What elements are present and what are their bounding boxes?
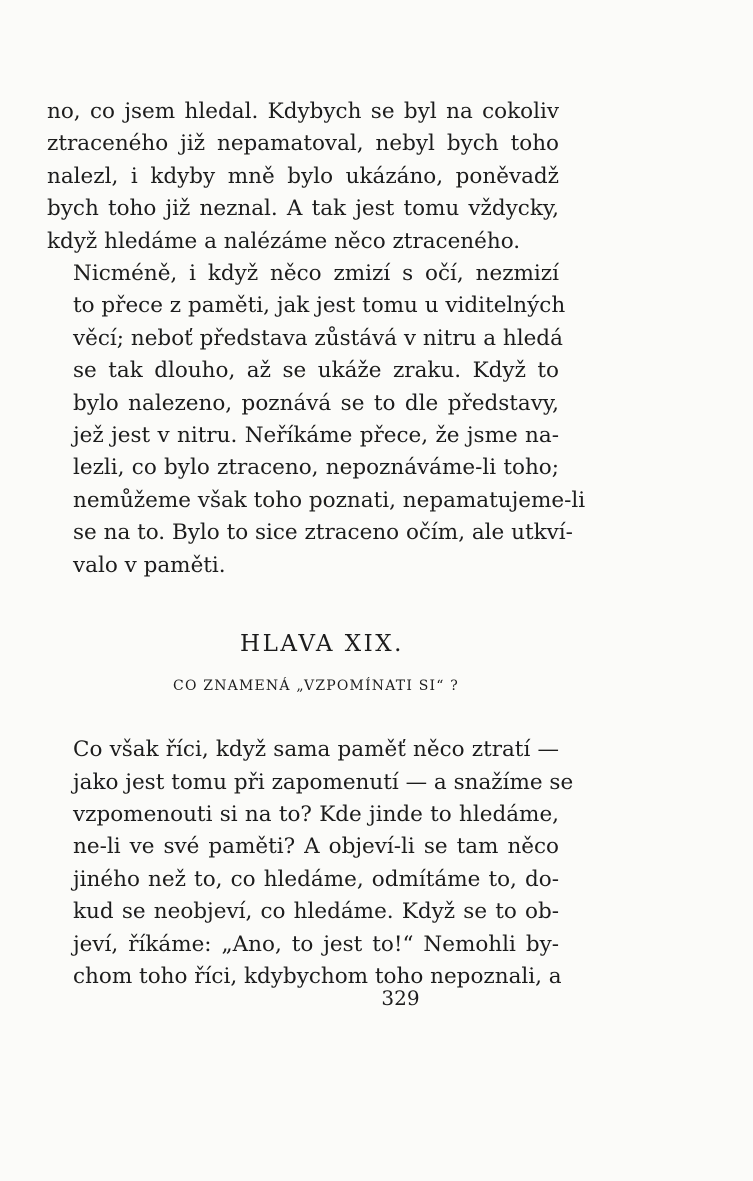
text-line: jiného než to, co hledáme, odmítáme to, do- [73,866,559,892]
text-line: jež jest v nitru. Neříkáme přece, že jsme na- [73,423,559,449]
chapter-subtitle: CO ZNAMENÁ „VZPOMÍNATI SI“ ? [173,678,459,695]
text-line: chom toho říci, kdybychom toho nepoznali, a [73,963,562,989]
text-line: bych toho již neznal. A tak jest tomu vždycky, [47,196,559,222]
text-line: se tak dlouho, až se ukáže zraku. Když to [73,358,559,384]
text-line: nalezl, i kdyby mně bylo ukázáno, poněvadž [47,163,559,189]
text-line: jeví, říkáme: „Ano, to jest to!“ Nemohli by- [73,931,559,957]
text-line: lezli, co bylo ztraceno, nepoznáváme-li toho; [73,455,559,481]
paragraph-1 [47,96,559,258]
text-line: Co však říci, když sama paměť něco ztratí — [73,737,559,763]
paragraph-3 [47,734,574,993]
page-number: 329 [381,986,420,1010]
text-line: kud se neobjeví, co hledáme. Když se to ob- [73,899,559,925]
text-line: jako jest tomu při zapomenutí — a snažíme se [73,769,574,795]
text-line: vzpomenouti si na to? Kde jinde to hledáme, [73,801,559,827]
paragraph-2 [47,258,586,582]
text-line: když hledáme a nalézáme něco ztraceného. [47,228,521,254]
text-line: věcí; neboť představa zůstává v nitru a hledá [73,325,563,351]
text-line: to přece z paměti, jak jest tomu u viditelných [73,293,566,319]
text-line: se na to. Bylo to sice ztraceno očím, ale utkví- [73,520,573,546]
text-line: no, co jsem hledal. Kdybych se byl na cokoliv [47,99,559,124]
text-line: nemůžeme však toho poznati, nepamatujeme-li [73,487,586,513]
page-body [47,96,586,993]
chapter-heading: HLAVA XIX. [240,631,404,658]
text-line: valo v paměti. [73,552,226,578]
text-line: bylo nalezeno, poznává se to dle představy, [73,390,559,416]
text-line: ztraceného již nepamatoval, nebyl bych toho [47,131,559,157]
text-line: Nicméně, i když něco zmizí s očí, nezmizí [73,261,559,287]
text-line: ne-li ve své paměti? A objeví-li se tam něco [73,834,559,860]
